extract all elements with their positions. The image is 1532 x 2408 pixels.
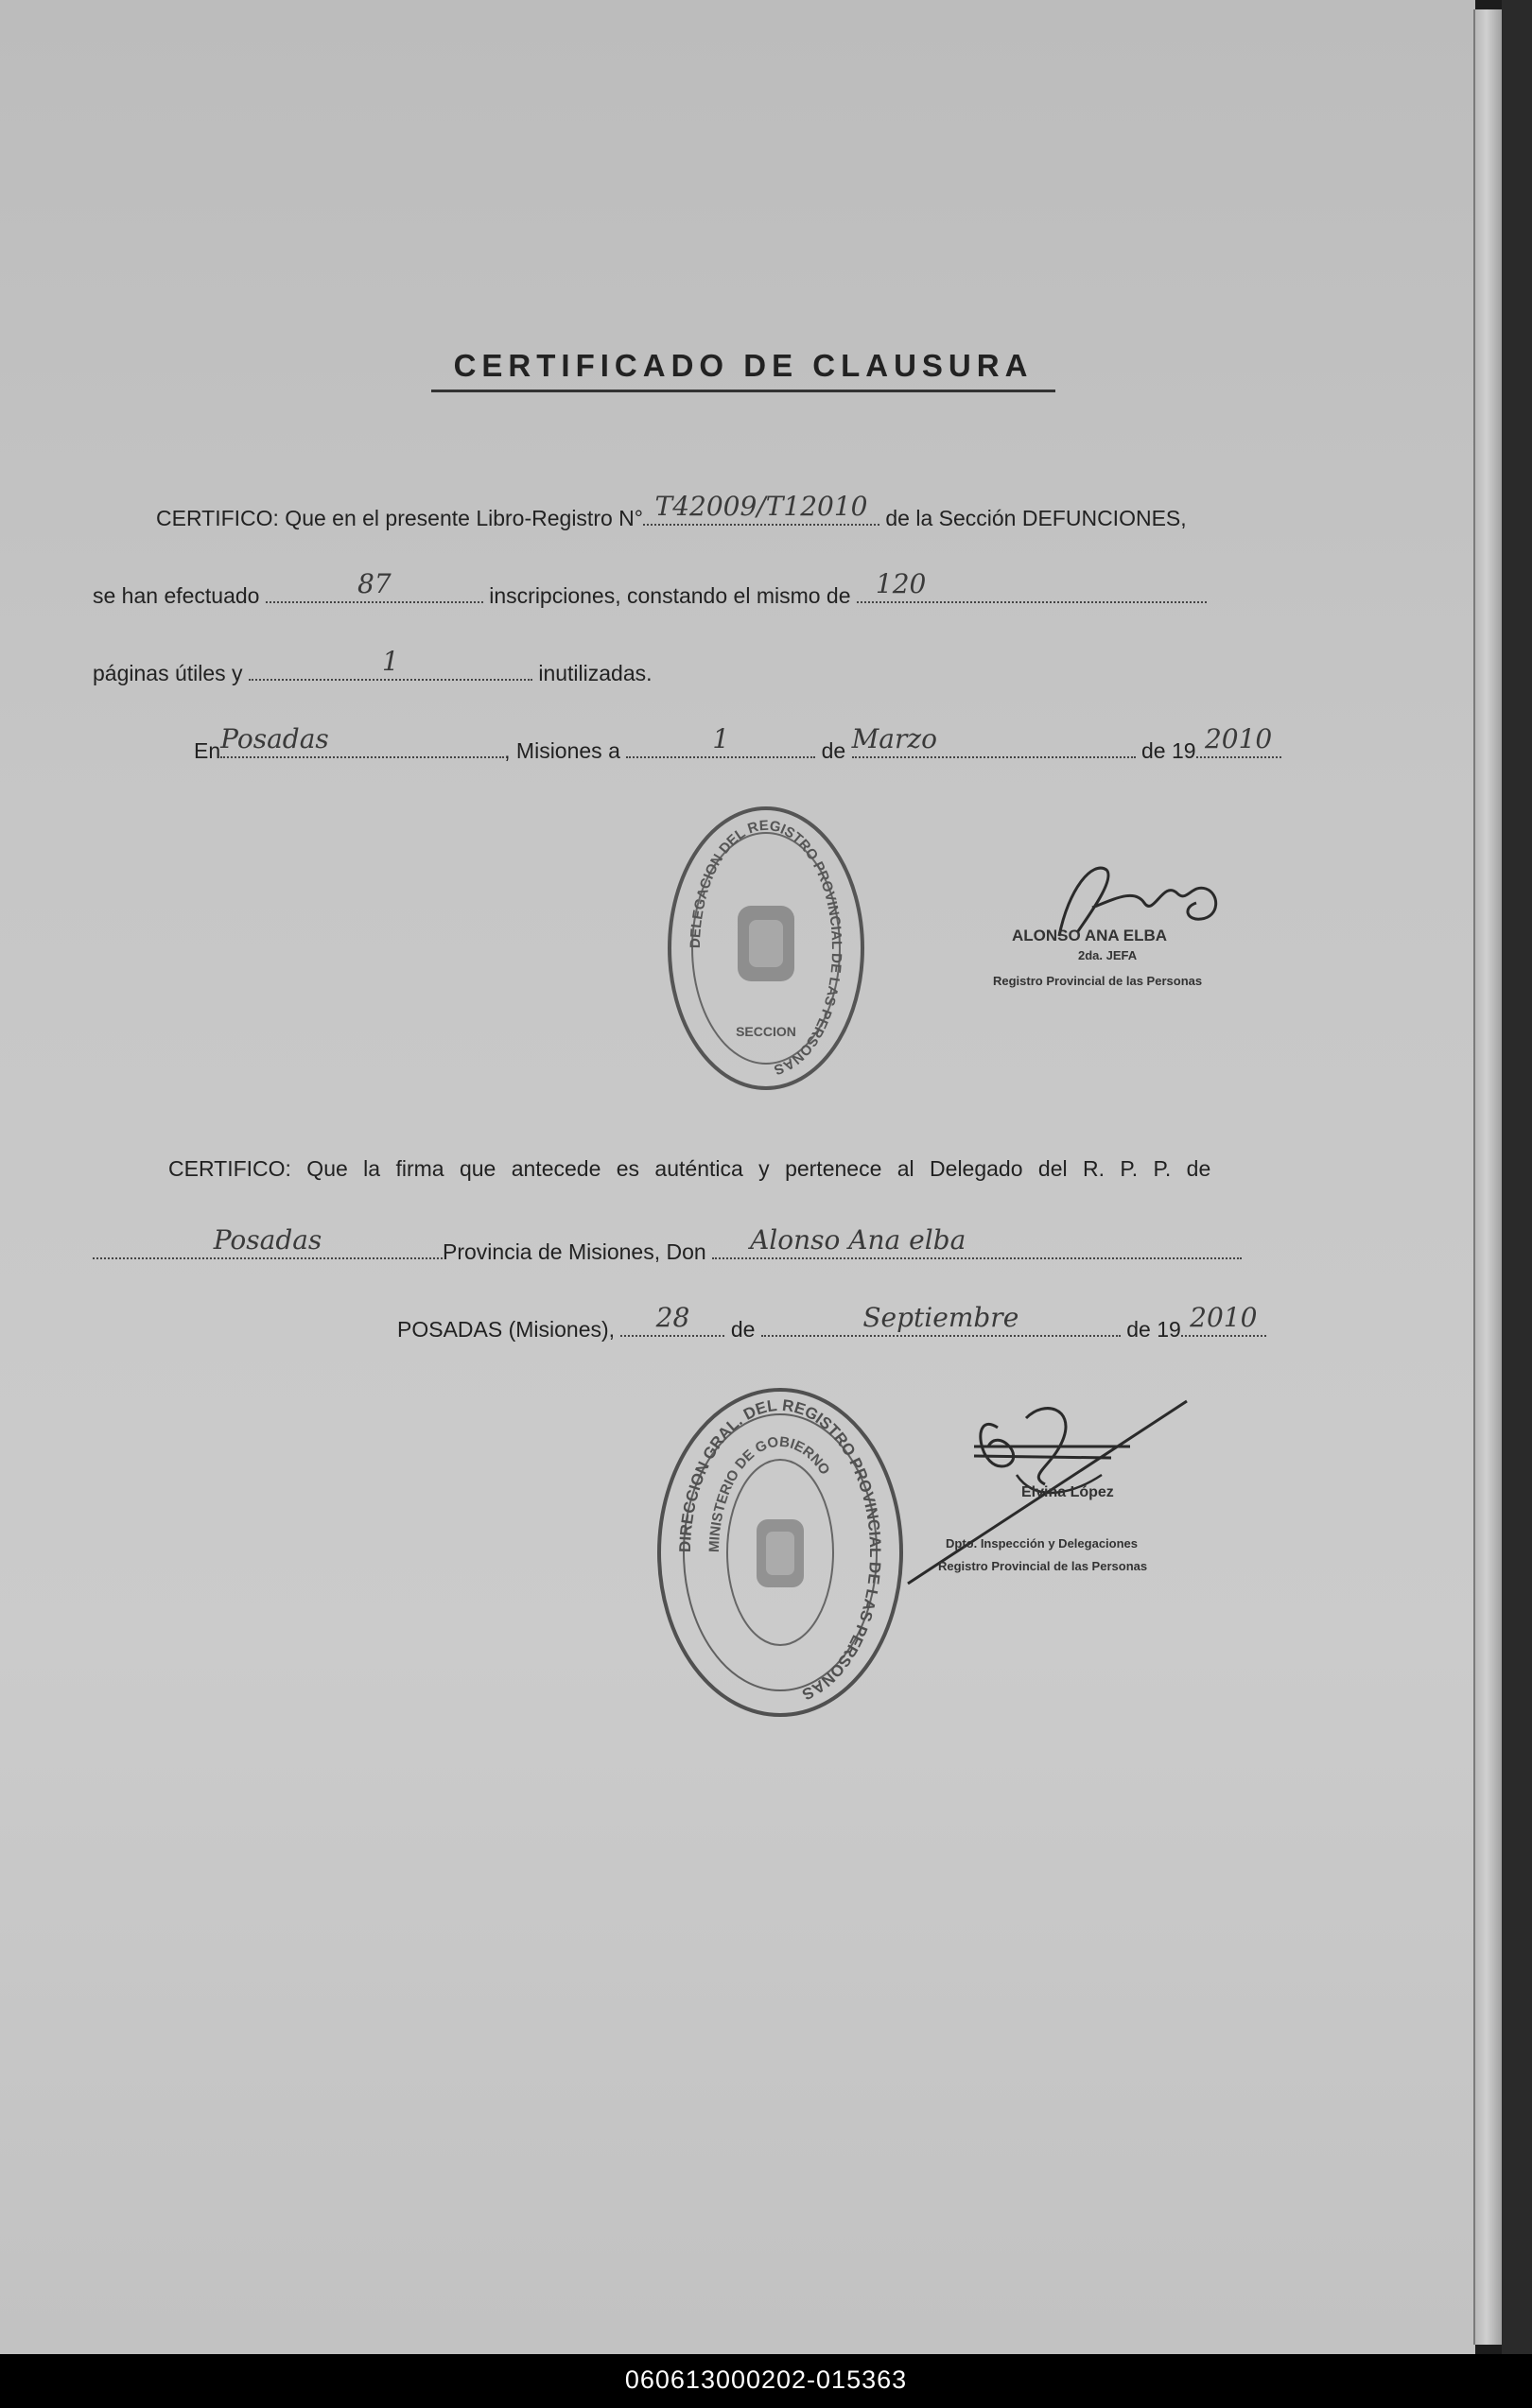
- signer1-name: ALONSO ANA ELBA: [1012, 927, 1168, 944]
- cert1-line3-b: inutilizadas.: [538, 661, 653, 685]
- dia-value: 1: [712, 723, 730, 754]
- paginas-value: 120: [875, 568, 927, 599]
- cert1-line4-a: En: [194, 738, 221, 763]
- cert2-line3: [397, 1302, 1266, 1343]
- inscripciones-field: [266, 568, 483, 603]
- cert2-lugar-value: Posadas: [213, 1224, 322, 1256]
- lugar-value: Posadas: [220, 723, 329, 754]
- cert2-anio-field: [1181, 1302, 1266, 1337]
- signature-1-word: Alonso: [1012, 953, 1016, 954]
- cert2-dia-field: [620, 1302, 724, 1337]
- dia-field: [626, 723, 815, 758]
- signer2-dept: Dpto. Inspección y Delegaciones: [946, 1536, 1138, 1550]
- mes-value: Marzo: [851, 723, 937, 754]
- mes-field: [851, 723, 1136, 758]
- registry-stamp-1: [662, 802, 870, 1095]
- cert1-line4-d: de 19: [1141, 738, 1196, 763]
- title-underline: [431, 390, 1055, 392]
- cert1-line2: [93, 568, 1207, 609]
- cert2-mes-value: Septiembre: [862, 1302, 1019, 1333]
- inscripciones-value: 87: [357, 568, 392, 599]
- cert1-line4-b: , Misiones a: [504, 738, 620, 763]
- paginas-field: [857, 568, 1207, 603]
- cert2-line2: [93, 1224, 1242, 1265]
- cert2-mes-field: [761, 1302, 1121, 1337]
- stamp1-ring-text: DELEGACION DEL REGISTRO PROVINCIAL DE LAS PERSONAS: [687, 817, 845, 1078]
- cert2-line2-a: Provincia de Misiones, Don: [443, 1239, 706, 1264]
- anio-field: [1196, 723, 1281, 758]
- signer1-org: Registro Provincial de las Personas: [993, 974, 1203, 988]
- lugar-field: [220, 723, 504, 758]
- libro-numero-field: [643, 491, 879, 526]
- cert1-line1-a: CERTIFICO: Que en el presente Libro-Registro N°: [156, 506, 643, 530]
- cert2-dia-value: 28: [655, 1302, 690, 1333]
- registry-stamp-2: [653, 1382, 908, 1723]
- cert2-line3-c: de 19: [1126, 1317, 1181, 1342]
- inutilizadas-value: 1: [382, 646, 399, 677]
- cert2-line3-a: POSADAS (Misiones),: [397, 1317, 616, 1342]
- signer2-org: Registro Provincial de las Personas: [938, 1559, 1148, 1573]
- inutilizadas-field: [249, 646, 532, 681]
- stamp2-ring-text: DIRECCION GRAL. DEL REGISTRO PROVINCIAL DE LAS PERSONAS: [675, 1395, 885, 1704]
- footer-id: 060613000202-015363: [624, 2365, 908, 2394]
- book-spine: [1473, 9, 1504, 2345]
- stamp2-inner-text: MINISTERIO DE GOBIERNO: [705, 1433, 833, 1553]
- cert1-line1-b: de la Sección DEFUNCIONES,: [885, 506, 1187, 530]
- book-cover-edge: [1502, 0, 1532, 2354]
- anio-value: 2010: [1204, 723, 1273, 754]
- signer1-role: 2da. JEFA: [1078, 948, 1138, 962]
- cert1-line3-a: páginas útiles y: [93, 661, 243, 685]
- stamp1-bottom-text: SECCION: [736, 1024, 796, 1039]
- cert1-line2-a: se han efectuado: [93, 583, 260, 608]
- cert1-line2-b: inscripciones, constando el mismo de: [489, 583, 851, 608]
- cert2-lugar-field: [93, 1224, 443, 1259]
- cert1-line4-c: de: [821, 738, 846, 763]
- cert1-line4: [194, 723, 1281, 764]
- cert2-line1: CERTIFICO: Que la firma que antecede es auténtica y pertenece al Delegado del R. P. P. de: [168, 1156, 1211, 1181]
- nombre-value: Alonso Ana elba: [750, 1224, 966, 1256]
- cert1-line3: [93, 646, 653, 686]
- cert2-line3-b: de: [730, 1317, 756, 1342]
- nombre-field: [712, 1224, 1242, 1259]
- signer2-name: Elvina López: [1021, 1484, 1114, 1500]
- cert2-anio-value: 2010: [1190, 1302, 1258, 1333]
- libro-numero-value: T42009/T12010: [654, 491, 868, 522]
- cert1-line1: [156, 491, 1187, 531]
- page-title: CERTIFICADO DE CLAUSURA: [453, 348, 1034, 383]
